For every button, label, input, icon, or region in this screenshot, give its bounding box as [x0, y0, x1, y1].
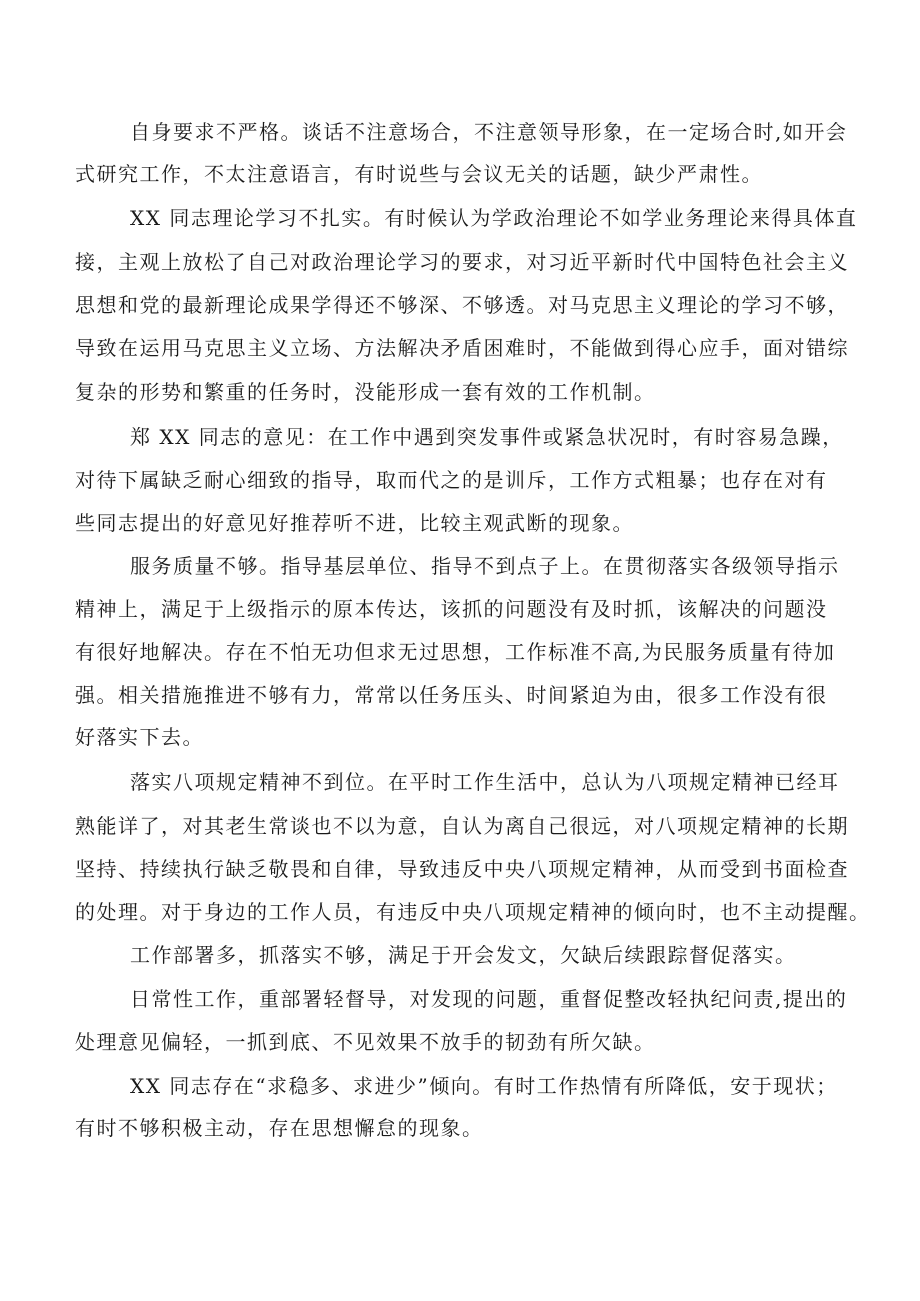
paragraph-1-line-1: 自身要求不严格。谈话不注意场合，不注意领导形象，在一定场合时,如开会: [130, 120, 848, 144]
paragraph-3-line-3: 些同志提出的好意见好推荐听不进，比较主观武断的现象。: [75, 511, 634, 535]
paragraph-3-line-2: 对待下属缺乏耐心细致的指导，取而代之的是训斥，工作方式粗暴；也存在对有: [75, 468, 828, 492]
paragraph-4-line-3: 有很好地解决。存在不怕无功但求无过思想，工作标准不高,为民服务质量有待加: [75, 640, 836, 664]
paragraph-2-line-2: 接，主观上放松了自己对政治理论学习的要求，对习近平新时代中国特色社会主义: [75, 250, 849, 274]
paragraph-7-line-2: 处理意见偏轻，一抓到底、不见效果不放手的韧劲有所欠缺。: [75, 1030, 656, 1054]
paragraph-4-line-4: 强。相关措施推进不够有力，常常以任务压头、时间紧迫为由，很多工作没有很: [75, 683, 828, 707]
paragraph-2-line-3: 思想和党的最新理论成果学得还不够深、不够透。对马克思主义理论的学习不够，: [75, 293, 849, 317]
paragraph-2-line-4: 导致在运用马克思主义立场、方法解决矛盾困难时，不能做到得心应手，面对错综: [75, 336, 849, 360]
paragraph-3-line-1: 郑 XX 同志的意见：在工作中遇到突发事件或紧急状况时，有时容易急躁，: [130, 425, 844, 449]
paragraph-5-line-2: 熟能详了，对其老生常谈也不以为意，自认为离自己很远，对八项规定精神的长期: [75, 814, 849, 838]
paragraph-7-line-1: 日常性工作，重部署轻督导，对发现的问题，重督促整改轻执纪问责,提出的: [130, 987, 848, 1011]
paragraph-5-line-1: 落实八项规定精神不到位。在平时工作生活中，总认为八项规定精神已经耳: [130, 770, 840, 794]
paragraph-4-line-1: 服务质量不够。指导基层单位、指导不到点子上。在贯彻落实各级领导指示: [130, 554, 840, 578]
paragraph-4-line-2: 精神上，满足于上级指示的原本传达，该抓的问题没有及时抓，该解决的问题没: [75, 597, 828, 621]
paragraph-5-line-4: 的处理。对于身边的工作人员，有违反中央八项规定精神的倾向时，也不主动提醒。: [75, 900, 871, 924]
paragraph-1-line-2: 式研究工作，不太注意语言，有时说些与会议无关的话题，缺少严肃性。: [75, 162, 763, 186]
paragraph-6-line-1: 工作部署多，抓落实不够，满足于开会发文，欠缺后续跟踪督促落实。: [130, 943, 797, 967]
paragraph-4-line-5: 好落实下去。: [75, 725, 204, 749]
paragraph-8-line-2: 有时不够积极主动，存在思想懈怠的现象。: [75, 1116, 484, 1140]
paragraph-2-line-1: XX 同志理论学习不扎实。有时候认为学政治理论不如学业务理论来得具体直: [130, 206, 858, 230]
paragraph-5-line-3: 坚持、持续执行缺乏敬畏和自律，导致违反中央八项规定精神，从而受到书面检查: [75, 857, 849, 881]
paragraph-2-line-5: 复杂的形势和繁重的任务时，没能形成一套有效的工作机制。: [75, 380, 656, 404]
paragraph-8-line-1: XX 同志存在“求稳多、求进少”倾向。有时工作热情有所降低，安于现状；: [130, 1074, 838, 1098]
